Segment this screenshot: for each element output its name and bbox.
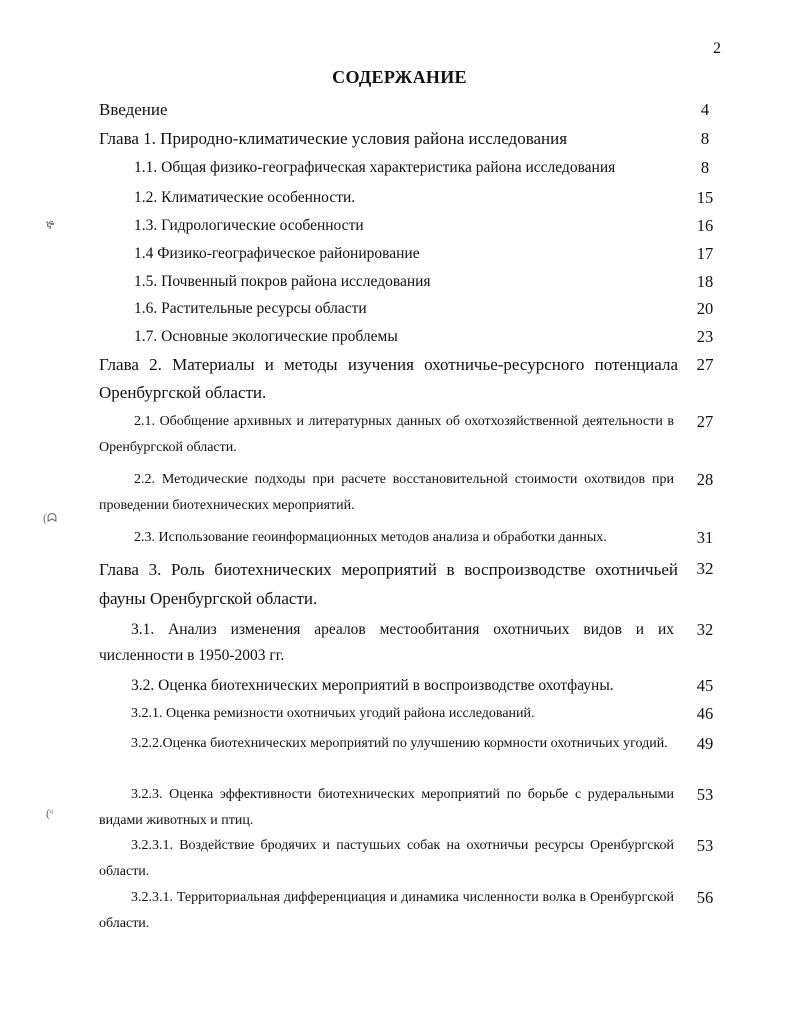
toc-entry-text: 3.2.3.1. Территориальная дифференциация и динамика численности волка в Оренбургской области.: [99, 890, 674, 931]
toc-entry-1-5: [134, 271, 720, 293]
margin-mark: ኞ: [46, 218, 55, 232]
margin-mark: (ᵒ: [46, 806, 54, 820]
toc-entry-intro: [99, 96, 720, 124]
toc-entry-text: 3.1. Анализ изменения ареалов местообитания охотничьих видов и их численности в 1950-2003 гг.: [99, 621, 674, 664]
toc-entry-page: 28: [696, 470, 714, 489]
toc-entry-page: 31: [696, 528, 714, 547]
toc-entry-text: Глава 3. Роль биотехнических мероприятий в воспроизводстве охотничьей фауны Оренбургской области.: [99, 560, 678, 608]
toc-entry-text: 3.2.3. Оценка эффективности биотехнических мероприятий по борьбе с рудеральными видами животных и птиц.: [99, 787, 674, 828]
toc-entry-page: 8: [700, 129, 710, 148]
toc-entry-1-2: [134, 187, 720, 209]
toc-entry-page: 15: [696, 188, 714, 207]
toc-entry-1-6: [134, 298, 720, 320]
toc-entry-page: 23: [696, 327, 714, 346]
toc-entry-2-3: [99, 525, 720, 551]
page-title: СОДЕРЖАНИЕ: [332, 67, 467, 87]
toc-entry-3-2-3: [99, 782, 720, 834]
toc-entry-text: 1.3. Гидрологические особенности: [134, 217, 364, 234]
toc-entry-page: 20: [696, 299, 714, 318]
toc-entry-3-2-3-1-dogs: [99, 833, 720, 885]
toc-entry-text: 1.5. Почвенный покров района исследования: [134, 273, 431, 290]
toc-entry-text: 3.2.1. Оценка ремизности охотничьих угодий района исследований.: [131, 706, 535, 721]
toc-entry-page: 17: [696, 244, 714, 263]
toc-entry-text: Введение: [99, 100, 168, 119]
toc-entry-text: 3.2.2.Оценка биотехнических мероприятий по улучшению кормности охотничьих угодий.: [131, 736, 668, 751]
toc-entry-text: 3.2. Оценка биотехнических мероприятий в воспроизводстве охотфауны.: [131, 677, 614, 694]
toc-entry-chapter-2: [99, 351, 720, 407]
toc-entry-page: 32: [696, 559, 714, 578]
toc-entry-page: 46: [696, 704, 714, 723]
toc-entry-page: 53: [696, 785, 714, 804]
toc-entry-page: 16: [696, 216, 714, 235]
toc-entry-text: 3.2.3.1. Воздействие бродячих и пастушьих собак на охотничьи ресурсы Оренбургской области.: [99, 838, 674, 879]
toc-entry-text: 1.4 Физико-географическое районирование: [134, 245, 420, 262]
toc-entry-text: Глава 2. Материалы и методы изучения охотничье-ресурсного потенциала Оренбургской области.: [99, 355, 678, 402]
toc-entry-page: 32: [696, 620, 714, 639]
toc-entry-text: 2.1. Обобщение архивных и литературных данных об охотхозяйственной деятельности в Оренбургской области.: [99, 414, 674, 455]
toc-entry-page: 18: [696, 272, 714, 291]
toc-entry-text: 1.1. Общая физико-географическая характеристика района исследования: [134, 159, 616, 176]
toc-entry-1-4: [134, 243, 720, 265]
toc-entry-page: 53: [696, 836, 714, 855]
toc-entry-page: 45: [696, 676, 714, 695]
toc-entry-page: 8: [700, 158, 710, 177]
toc-entry-1-1: [134, 157, 720, 179]
toc-entry-3-2: [99, 673, 720, 699]
margin-mark: (ᗣ: [43, 511, 57, 525]
toc-entry-page: 4: [700, 100, 710, 119]
toc-entry-page: 56: [696, 888, 714, 907]
toc-entry-page: 27: [696, 412, 714, 431]
toc-entry-2-1: [99, 409, 720, 461]
page-number: 2: [713, 40, 721, 57]
toc-entry-page: 49: [696, 734, 714, 753]
toc-entry-chapter-3: [99, 555, 720, 613]
toc-entry-chapter-1: [99, 125, 720, 153]
toc-entry-3-1: [99, 617, 720, 669]
toc-entry-text: Глава 1. Природно-климатические условия района исследования: [99, 129, 568, 148]
toc-entry-text: 2.3. Использование геоинформационных методов анализа и обработки данных.: [134, 530, 607, 545]
toc-entry-3-2-2: [99, 731, 720, 757]
toc-entry-text: 1.6. Растительные ресурсы области: [134, 300, 367, 317]
toc-entry-page: 27: [696, 355, 714, 374]
toc-entry-3-2-1: [99, 701, 720, 727]
toc-entry-1-3: [134, 215, 720, 237]
toc-entry-1-7: [134, 326, 720, 348]
toc-entry-2-2: [99, 467, 720, 519]
toc-entry-3-2-3-1-wolf: [99, 885, 720, 937]
toc-entry-text: 1.7. Основные экологические проблемы: [134, 328, 398, 345]
toc-entry-text: 2.2. Методические подходы при расчете восстановительной стоимости охотвидов при проведении биотехнических мероприятий.: [99, 472, 674, 513]
toc-entry-text: 1.2. Климатические особенности.: [134, 189, 356, 206]
